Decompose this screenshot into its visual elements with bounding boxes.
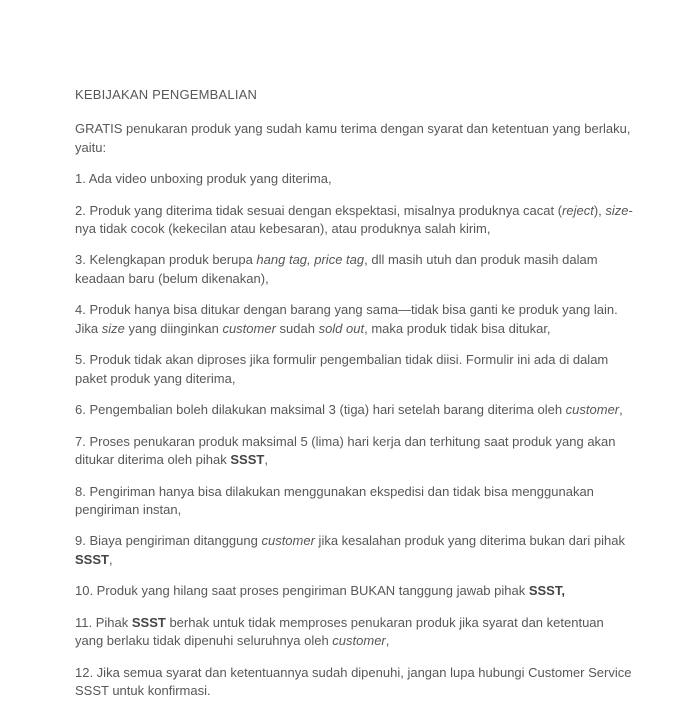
text-segment: yang diinginkan <box>124 320 223 336</box>
text-segment: SSST <box>230 452 265 468</box>
policy-paragraph <box>75 582 635 600</box>
text-segment: 9. Biaya pengiriman ditanggung <box>75 533 262 549</box>
text-segment: , <box>264 452 268 468</box>
text-segment: jika kesalahan produk yang diterima bukan dari pihak <box>314 533 625 549</box>
policy-paragraph <box>75 483 635 520</box>
text-segment: reject <box>562 202 594 218</box>
text-segment: ), <box>593 202 606 218</box>
text-segment: 12. Jika semua syarat dan ketentuannya sudah dipenuhi, jangan lupa hubungi Customer Service SSST untuk konfirmasi. <box>75 664 632 699</box>
text-segment: size <box>101 320 125 336</box>
text-segment: 5. Produk tidak akan diproses jika formulir pengembalian tidak diisi. Formulir ini ada di dalam paket produk yang diterima, <box>75 352 609 386</box>
policy-paragraph <box>75 664 635 701</box>
text-segment: 1. Ada video unboxing produk yang diterima, <box>75 171 332 187</box>
text-segment: size <box>605 202 629 218</box>
text-segment: customer <box>261 533 315 549</box>
text-segment: sudah <box>275 320 319 336</box>
text-segment: customer <box>332 633 386 649</box>
text-segment: 8. Pengiriman hanya bisa dilakukan menggunakan ekspedisi dan tidak bisa menggunakan pengiriman instan, <box>75 483 594 517</box>
policy-paragraph <box>75 433 635 470</box>
policy-paragraph <box>75 202 635 239</box>
text-segment: 2. Produk yang diterima tidak sesuai dengan ekspektasi, misalnya produknya cacat ( <box>75 202 563 218</box>
text-segment: 3. Kelengkapan produk berupa <box>75 252 257 268</box>
text-segment: berhak untuk tidak memproses penukaran produk jika syarat dan ketentuan yang berlaku tidak dipenuhi seluruhnya oleh <box>75 614 604 649</box>
text-segment: SSST <box>131 614 166 630</box>
policy-paragraph <box>75 170 635 188</box>
text-segment: hang tag, price tag <box>256 252 365 268</box>
text-segment: 6. Pengembalian boleh dilakukan maksimal 3 (tiga) hari setelah barang diterima oleh <box>75 402 566 418</box>
text-segment: , <box>108 551 113 567</box>
text-segment: sold out <box>318 320 365 336</box>
policy-paragraph <box>75 251 635 288</box>
return-policy-document <box>75 86 635 714</box>
page-title: KEBIJAKAN PENGEMBALIAN <box>75 87 258 102</box>
text-segment: SSST, <box>528 583 565 599</box>
policy-paragraph <box>75 401 635 419</box>
text-segment: 4. Produk hanya bisa ditukar dengan barang yang sama—tidak bisa ganti ke produk yang lain. Jika <box>75 302 618 336</box>
text-segment: , maka produk tidak bisa ditukar, <box>364 320 551 336</box>
text-segment: , <box>619 402 623 418</box>
text-segment: , dll masih utuh dan produk masih dalam keadaan baru (belum dikenakan), <box>75 252 598 286</box>
policy-paragraph <box>75 532 635 569</box>
text-segment: -nya tidak cocok (kekecilan atau kebesaran), atau produknya salah kirim, <box>75 202 633 236</box>
policy-paragraph <box>75 351 635 388</box>
text-segment: customer <box>565 402 620 418</box>
text-segment: 7. Proses penukaran produk maksimal 5 (lima) hari kerja dan terhitung saat produk yang akan ditukar diterima oleh pihak <box>75 433 616 468</box>
text-segment: 10. Produk yang hilang saat proses pengiriman BUKAN tanggung jawab pihak <box>75 583 529 599</box>
text-segment: customer <box>222 320 276 336</box>
policy-paragraph <box>75 301 635 338</box>
text-segment: 11. Pihak <box>75 614 132 630</box>
intro-text: GRATIS penukaran produk yang sudah kamu terima dengan syarat dan ketentuan yang berlaku, yaitu: <box>75 121 631 155</box>
policy-paragraph <box>75 614 635 651</box>
text-segment: , <box>385 633 390 649</box>
text-segment: SSST <box>75 551 109 567</box>
policy-list <box>75 170 635 701</box>
